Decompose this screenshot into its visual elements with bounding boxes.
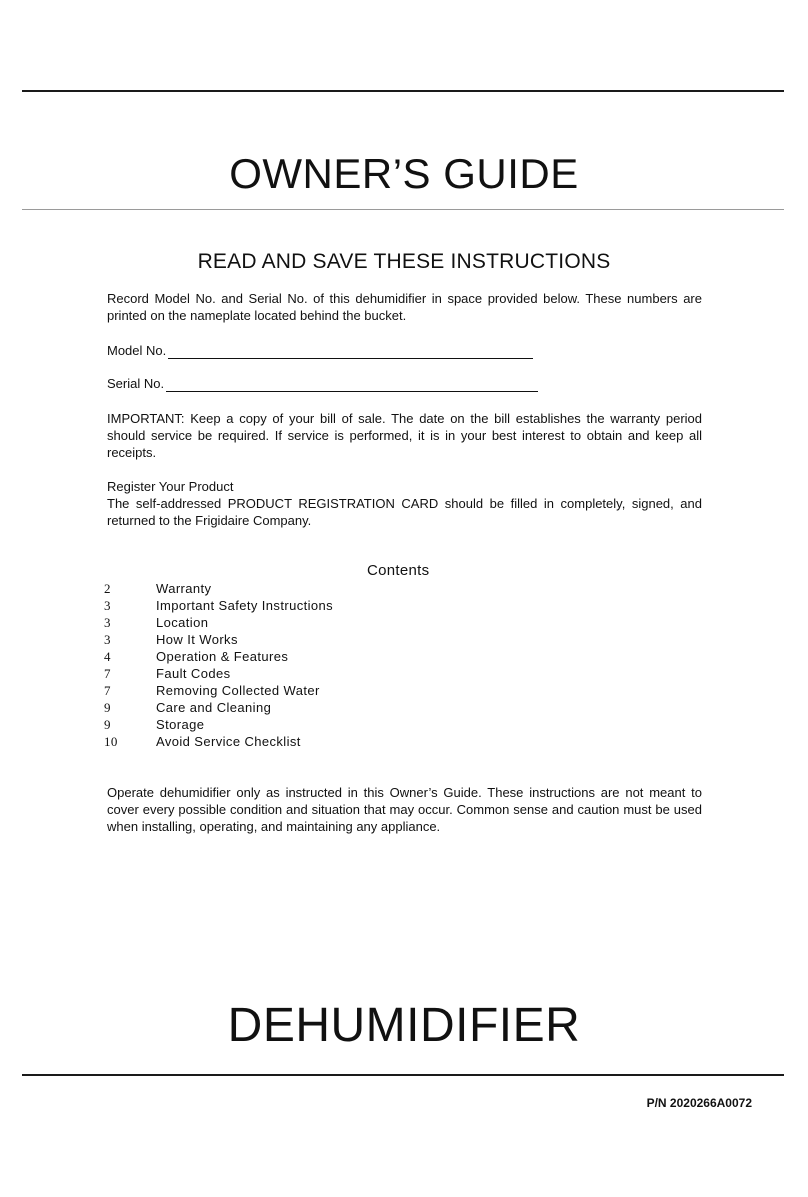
contents-page-number: 3 [104,615,111,630]
serial-number-blank [166,379,538,392]
contents-item [100,665,333,682]
contents-title: Operation & Features [156,649,289,664]
contents-item [100,716,333,733]
title-divider [22,209,784,210]
register-body: The self-addressed PRODUCT REGISTRATION CARD should be filled in completely, signed, and returned to the Frigidaire Company. [107,496,702,528]
contents-title: Storage [156,717,205,732]
contents-item [100,733,333,750]
contents-title: Fault Codes [156,666,231,681]
register-section [107,478,702,529]
contents-page-number: 4 [104,649,111,664]
contents-item [100,631,333,648]
contents-page-number: 10 [104,734,118,749]
contents-page-number: 7 [104,666,111,681]
contents-page-number: 9 [104,700,111,715]
contents-heading: Contents [367,562,430,579]
contents-item [100,682,333,699]
contents-page-number: 9 [104,717,111,732]
contents-page-number: 3 [104,632,111,647]
contents-page-number: 2 [104,581,111,596]
part-number: P/N 2020266A0072 [646,1096,752,1110]
serial-number-label: Serial No. [107,376,165,391]
page-subtitle: READ AND SAVE THESE INSTRUCTIONS [197,250,611,273]
contents-title: Removing Collected Water [156,683,320,698]
contents-list [100,580,333,750]
intro-paragraph: Record Model No. and Serial No. of this dehumidifier in space provided below. These numbers are printed on the nameplate located behind the bucket. [107,291,702,323]
bottom-divider [22,1074,784,1076]
top-divider [22,90,784,92]
contents-item [100,614,333,631]
contents-item [100,648,333,665]
contents-item [100,699,333,716]
contents-title: Location [156,615,209,630]
contents-page-number: 7 [104,683,111,698]
model-number-blank [168,346,533,359]
contents-title: Important Safety Instructions [156,598,334,613]
contents-item [100,580,333,597]
product-name: DEHUMIDIFIER [227,999,581,1052]
operate-note-paragraph: Operate dehumidifier only as instructed in this Owner’s Guide. These instructions are not meant to cover every possible condition and situation that may occur. Common sense and caution must be used when installing, operating, and maintaining any appliance. [107,785,702,834]
model-number-field [107,342,533,359]
register-heading: Register Your Product [107,479,234,494]
contents-title: Warranty [156,581,212,596]
contents-title: How It Works [156,632,238,647]
important-paragraph: IMPORTANT: Keep a copy of your bill of sale. The date on the bill establishes the warranty period should service be required. If service is performed, it is in your best interest to obtain and keep all receipts. [107,411,702,460]
page-title: OWNER’S GUIDE [229,150,579,197]
contents-page-number: 3 [104,598,111,613]
contents-item [100,597,333,614]
contents-title: Care and Cleaning [156,700,272,715]
model-number-label: Model No. [107,343,167,358]
contents-title: Avoid Service Checklist [156,734,301,749]
serial-number-field [107,375,538,392]
